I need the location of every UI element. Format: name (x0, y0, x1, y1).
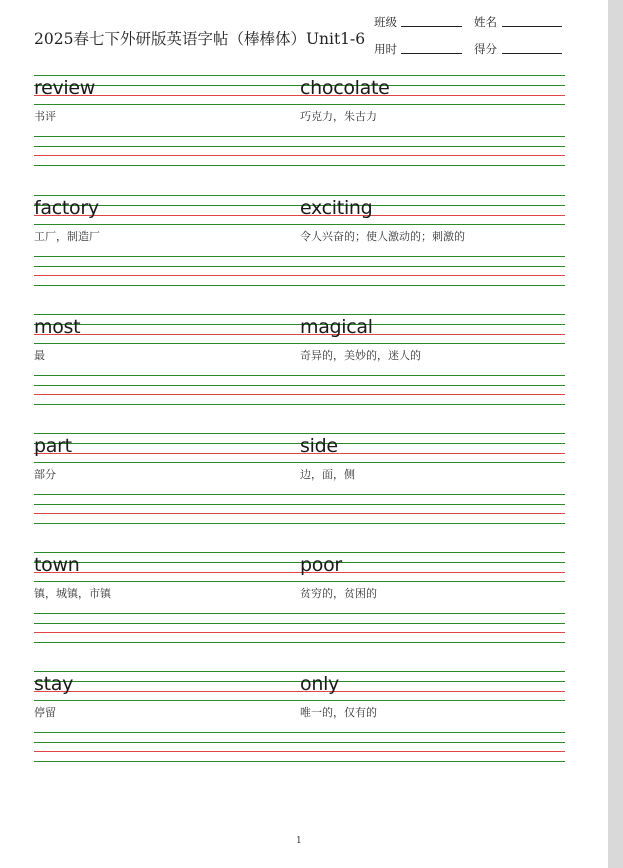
practice-line-baseline (34, 394, 565, 395)
name-blank[interactable] (502, 26, 562, 27)
practice-line-upper (34, 623, 565, 624)
practice-line-top (34, 494, 565, 495)
practice-line-bottom (34, 404, 565, 405)
vocab-word: review (34, 77, 96, 99)
vocab-meaning: 书评 (34, 110, 56, 123)
practice-line-baseline (34, 632, 565, 633)
practice-line-baseline (34, 275, 565, 276)
word-row (34, 195, 565, 285)
vocab-word: poor (300, 554, 342, 576)
practice-line-bottom (34, 523, 565, 524)
guide-line-bottom (34, 581, 565, 582)
practice-line-top (34, 136, 565, 137)
vocab-meaning: 巧克力，朱古力 (300, 110, 377, 123)
vocab-word: most (34, 316, 81, 338)
time-blank[interactable] (401, 53, 462, 54)
vocab-meaning: 部分 (34, 468, 56, 481)
score-blank[interactable] (502, 53, 562, 54)
class-blank[interactable] (401, 26, 462, 27)
word-row (34, 671, 565, 761)
practice-line-upper (34, 266, 565, 267)
word-row (34, 433, 565, 523)
name-label: 姓名 (474, 15, 497, 29)
vocab-word: stay (34, 673, 74, 695)
practice-line-baseline (34, 513, 565, 514)
vocab-meaning: 边，面，侧 (300, 468, 355, 481)
vocab-meaning: 工厂，制造厂 (34, 230, 100, 243)
vocab-meaning: 停留 (34, 706, 56, 719)
practice-line-upper (34, 504, 565, 505)
vocab-meaning: 镇，城镇，市镇 (34, 587, 111, 600)
vocab-meaning: 贫穷的，贫困的 (300, 587, 377, 600)
vocab-word: side (300, 435, 338, 457)
guide-line-bottom (34, 104, 565, 105)
vocab-word: part (34, 435, 72, 457)
guide-line-bottom (34, 343, 565, 344)
scrollbar-track[interactable] (608, 0, 623, 868)
practice-line-bottom (34, 642, 565, 643)
vocab-word: factory (34, 197, 99, 219)
vocab-word: magical (300, 316, 373, 338)
class-label: 班级 (374, 15, 397, 29)
vocab-word: exciting (300, 197, 373, 219)
word-row (34, 75, 565, 165)
guide-line-bottom (34, 700, 565, 701)
page-number: 1 (296, 836, 302, 846)
practice-line-upper (34, 742, 565, 743)
practice-line-upper (34, 146, 565, 147)
guide-line-bottom (34, 462, 565, 463)
practice-line-bottom (34, 761, 565, 762)
practice-line-top (34, 613, 565, 614)
vocab-word: town (34, 554, 80, 576)
practice-line-bottom (34, 285, 565, 286)
vocab-word: chocolate (300, 77, 390, 99)
practice-line-top (34, 375, 565, 376)
practice-line-bottom (34, 165, 565, 166)
practice-line-top (34, 732, 565, 733)
word-row (34, 552, 565, 642)
vocab-meaning: 最 (34, 349, 45, 362)
page-title: 2025春七下外研版英语字帖（棒棒体）Unit1-6 (34, 30, 366, 48)
word-row (34, 314, 565, 404)
time-label: 用时 (374, 42, 397, 56)
practice-line-baseline (34, 155, 565, 156)
vocab-meaning: 唯一的，仅有的 (300, 706, 377, 719)
guide-line-bottom (34, 224, 565, 225)
practice-line-top (34, 256, 565, 257)
practice-line-upper (34, 385, 565, 386)
vocab-word: only (300, 673, 339, 695)
score-label: 得分 (474, 42, 497, 56)
vocab-meaning: 奇异的，美妙的，迷人的 (300, 349, 421, 362)
vocab-meaning: 令人兴奋的；使人激动的；刺激的 (300, 230, 465, 243)
practice-line-baseline (34, 751, 565, 752)
